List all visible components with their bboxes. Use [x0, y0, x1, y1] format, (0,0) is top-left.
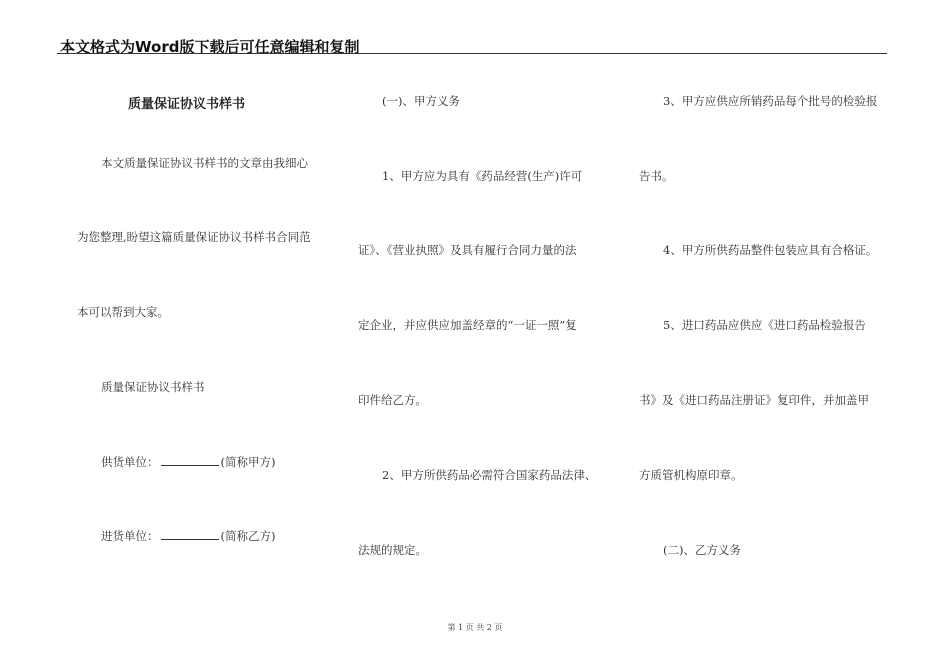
header-divider — [57, 53, 887, 54]
clause-2-line-1: 2、甲方所供药品必需符合国家药品法律、 — [382, 468, 597, 482]
supplier-label: 供货单位： — [101, 455, 159, 469]
clause-1-line-2: 证》、《营业执照》及具有履行合同力量的法 — [358, 243, 577, 257]
clause-2-line-2: 法规的规定。 — [358, 543, 427, 557]
supplier-line — [101, 454, 275, 470]
document-title: 质量保证协议书样书 — [128, 97, 246, 112]
intro-line-3: 本可以帮到大家。 — [77, 305, 169, 319]
buyer-line — [101, 528, 275, 544]
clause-3-line-2: 告书。 — [639, 169, 674, 183]
page-number: 第 1 页 共 2 页 — [447, 623, 503, 632]
buyer-blank — [161, 529, 219, 540]
clause-1-line-3: 定企业，并应供应加盖经章的“一证一照”复 — [358, 318, 577, 332]
intro-line-2: 为您整理,盼望这篇质量保证协议书样书合同范 — [77, 230, 311, 244]
clause-5-line-3: 方质管机构原印章。 — [639, 468, 743, 482]
clause-1-line-4: 印件给乙方。 — [358, 393, 427, 407]
section-a-heading: (一)、甲方义务 — [382, 94, 460, 108]
intro-line-1: 本文质量保证协议书样书的文章由我细心 — [101, 156, 308, 170]
document-header-title: 本文格式为Word版下载后可任意编辑和复制 — [60, 38, 360, 56]
clause-3-line-1: 3、甲方应供应所销药品每个批号的检验报 — [663, 94, 878, 108]
buyer-note: (简称乙方) — [220, 529, 276, 543]
clause-5-line-2: 书》及《进口药品注册证》复印件，并加盖甲 — [639, 393, 869, 407]
agreement-subtitle: 质量保证协议书样书 — [101, 380, 205, 394]
clause-4: 4、甲方所供药品整件包装应具有合格证。 — [663, 243, 878, 257]
supplier-note: (简称甲方) — [220, 455, 276, 469]
buyer-label: 进货单位： — [101, 529, 159, 543]
clause-1-line-1: 1、甲方应为具有《药品经营(生产)许可 — [382, 169, 583, 183]
clause-5-line-1: 5、进口药品应供应《进口药品检验报告 — [663, 318, 866, 332]
supplier-blank — [161, 455, 219, 466]
section-b-heading: (二)、乙方义务 — [663, 543, 741, 557]
